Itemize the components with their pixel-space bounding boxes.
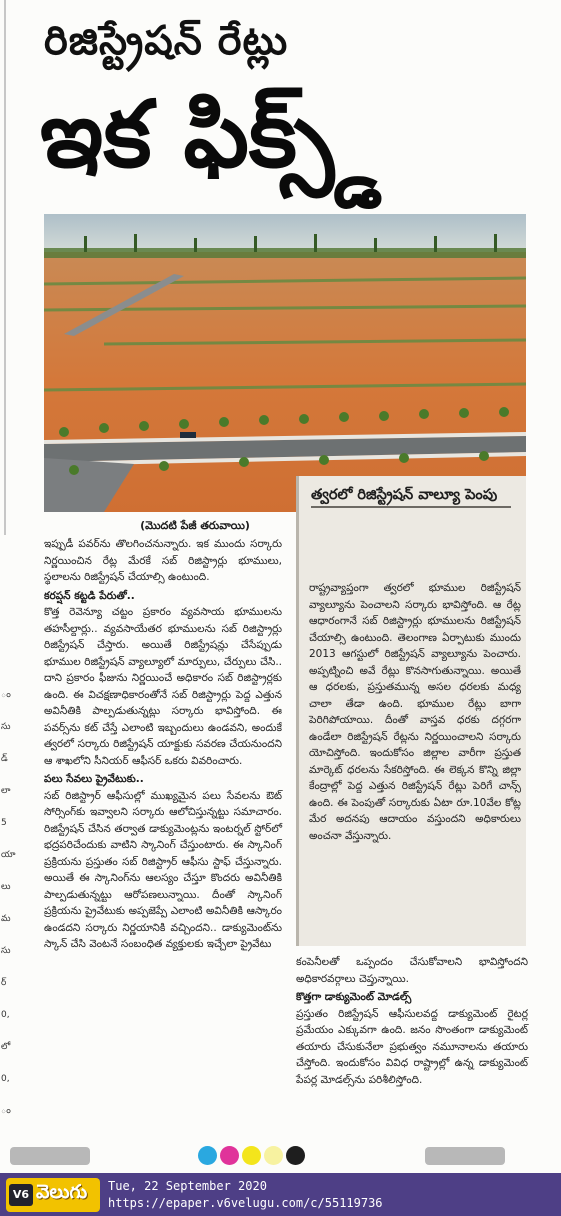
edge-fragment: 0, [1,1074,10,1084]
paragraph: కొత్త రెవెన్యూ చట్టం ప్రకారం వ్యవసాయ భూములను తహసీల్దార్లు.. వ్యవసాయేతర భూములను సబ్ రిజిస్ట్రార్లు రిజిస్ట్రేషన్ చేస్తారు. అయితే రిజిస్ట్రేషన్లు చేసేప్పుడు భూముల రిజిస్ట్రేషన్ వ్యాల్యూలో మార్పులు, చేర్పులు చేసి.. దాని ప్రకారం ఫీజును నిర్ణయించే అధికారం సబ్ రిజిస్ట్రార్లకు ఉంది. ఈ విచక్షణాధికారంతోనే సబ్ రిజిస్ట్రార్లు పెద్ద ఎత్తున అవినీతికి పాల్పడుతున్నట్లు సర్కారు భావిస్తోంది. ఈ పవర్స్‌ను కట్ చేస్తే ఎలాంటి ఇబ్బందులు ఉండవని, అందుకే త్వరలో సర్కారు రిజిస్ట్రేషన్ యాక్టుకు సవరణ చేయనుందని ఆ శాఖలోని సీనియర్ ఆఫీసర్ ఒకరు వివరించారు. [44,606,282,767]
publication-date: Tue, 22 September 2020 [108,1179,267,1193]
edge-fragment: 5 [1,818,7,828]
v6-badge: V6 [9,1184,33,1206]
headline-kicker: రిజిస్ట్రేషన్ రేట్లు [44,18,289,64]
edge-fragment: 0, [1,1010,10,1020]
color-dot-yellow [242,1146,261,1165]
edge-fragment: డ్ [1,754,8,764]
edge-fragment: లు [1,882,11,892]
color-dot-light-yellow [264,1146,283,1165]
headline: ఇక ఫిక్స్డ్ [40,81,381,188]
v6-velugu-logo[interactable] [6,1178,100,1212]
registration-bar-left [10,1147,90,1165]
paragraph: సబ్ రిజిస్ట్రార్ ఆఫీసుల్లో ముఖ్యమైన పలు సేవలను ఔట్ సోర్సింగ్‌కు ఇవ్వాలని సర్కారు ఆలోచిస్తున్నట్టు సమాచారం. రిజిస్ట్రేషన్ చేసిన తర్వాత డాక్యుమెంట్లను ఇంటర్నల్ స్టోర్‌లో భద్రపరిచేందుకు వాటిని స్కానింగ్ చేస్తుంటారు. ఈ స్కానింగ్ ప్రక్రియను ప్రస్తుతం సబ్ రిజిస్ట్రార్ ఆఫీసు స్టాఫ్ చేస్తున్నారు. అయితే ఈ స్కానింగ్‌ను ఆలస్యం చేస్తూ కొందరు అవినీతికి పాల్పడుతున్నట్టు ఆరోపణలున్నాయి. దీంతో స్కానింగ్ ప్రక్రియను ప్రైవేటుకు అప్పజెప్పే ఎలాంటి అవినీతికి ఆస్కారం ఉండదని సర్కారు నిర్ణయానికి వచ్చిందని.. డాక్యుమెంట్‌ను స్కాన్ చేసి వెంటనే సంబంధిత వ్యక్తులకు ఇచ్చేలా ప్రైవేటు [44,789,282,950]
adjacent-article-edge [0,0,16,1150]
sidebar-box [296,476,526,946]
paragraph: ఇప్పుడీ పవర్‌ను తొలగించనున్నారు. ఇక ముందు సర్కారు నిర్ణయించిన రేట్ల మేరకే సబ్ రిజిస్ట్రార్లు భూములు, స్థలాలను రిజిస్ట్రేషన్ చేయాల్సి ఉంటుంది. [44,538,282,583]
edge-fragment: లా [1,786,11,796]
article-right-column [296,954,528,1089]
sidebar-box-title: త్వరలో రిజిస్ట్రేషన్ వాల్యూ పెంపు [311,484,511,508]
article-left-column [44,536,282,954]
edge-fragment: మ [1,914,11,924]
epaper-url[interactable]: https://epaper.v6velugu.com/c/55119736 [108,1196,383,1210]
paragraph: కంపెనీలతో ఒప్పందం చేసుకోవాలని భావిస్తోందని అధికారవర్గాలు చెప్తున్నాయి. [296,956,528,985]
section-subheading: కరప్షన్ కట్టడి పేరుతో.. [44,589,135,602]
edge-fragment: యా [1,850,16,860]
section-subheading: కొత్తగా డాక్యుమెంట్ మోడల్స్ [296,991,412,1003]
edge-fragment: లో [1,1042,11,1052]
section-subheading: పలు సేవలు ప్రైవేటుకు.. [44,773,144,785]
registration-bar-right [425,1147,505,1165]
color-dot-black [286,1146,305,1165]
edge-fragment: సు [1,946,11,956]
edge-fragment: ం [1,1106,11,1116]
continuation-caption: (మొదటి పేజీ తరువాయి) [140,519,250,532]
sidebar-box-text: రాష్ట్రవ్యాప్తంగా త్వరలో భూముల రిజిస్ట్రేషన్ వ్యాల్యూను పెంచాలని సర్కారు భావిస్తోంది. ఆ రేట్ల ఆధారంగానే సబ్ రిజిస్ట్రార్లు భూములను రిజిస్ట్రేషన్ చేయాల్సి ఉంటుంది. తెలంగాణ ఏర్పాటుకు ముందు 2013 ఆగస్టులో రిజిస్ట్రేషన్ వ్యాల్యూను పెంచారు. అప్పట్నించి అవే రేట్లు కొనసాగుతున్నాయి. అయితే ఆ ధరలకు, ప్రస్తుతమున్న అసల ధరలకు మధ్య చాలా తేడా ఉంది. భూముల రేట్లు బాగా పెరిగిపోయాయి. దీంతో వాస్తవ ధరకు దగ్గరగా ఉండేలా రిజిస్ట్రేషన్ రేట్లను నిర్ణయించాలని సర్కారు యోచిస్తోంది. ఇందుకోసం జిల్లాల వారీగా ప్రస్తుత మార్కెట్ ధరలను సేకరిస్తోంది. ఈ లెక్కన కొన్ని జిల్లా కేంద్రాల్లో పెద్ద ఎత్తున రిజిస్ట్రేషన్ రేట్లు పెరిగే చాన్స్ ఉంది. ఈ పెంపుతో సర్కారుకు ఏటా రూ.10వేల కోట్ల మేర అదనపు ఆదాయం వస్తుందని అధికారులు అంచనా వేస్తున్నారు. [309,582,521,842]
edge-fragment: ం [1,690,11,700]
color-dot-cyan [198,1146,217,1165]
print-registration-marks [0,1143,561,1167]
color-dot-magenta [220,1146,239,1165]
paragraph: ప్రస్తుతం రిజిస్ట్రేషన్ ఆఫీసులవద్ద డాక్యుమెంట్ రైటర్ల ప్రమేయం ఎక్కువగా ఉంది. జనం సొంతంగా డాక్యుమెంట్ తయారు చేసుకునేలా ప్రభుత్వం నమూనాలను తయారు చేస్తోంది. ఇందుకోసం వివిధ రాష్ట్రాల్లో ఉన్న డాక్యుమెంట్ పేపర్ల మోడల్స్‌ను పరిశీలిస్తోంది. [296,1007,528,1086]
edge-fragment: ర్ [1,978,7,988]
land-layout-photo [44,214,526,512]
edge-fragment: సు [1,722,11,732]
epaper-footer [0,1173,561,1216]
velugu-wordmark: వెలుగు [36,1181,88,1203]
